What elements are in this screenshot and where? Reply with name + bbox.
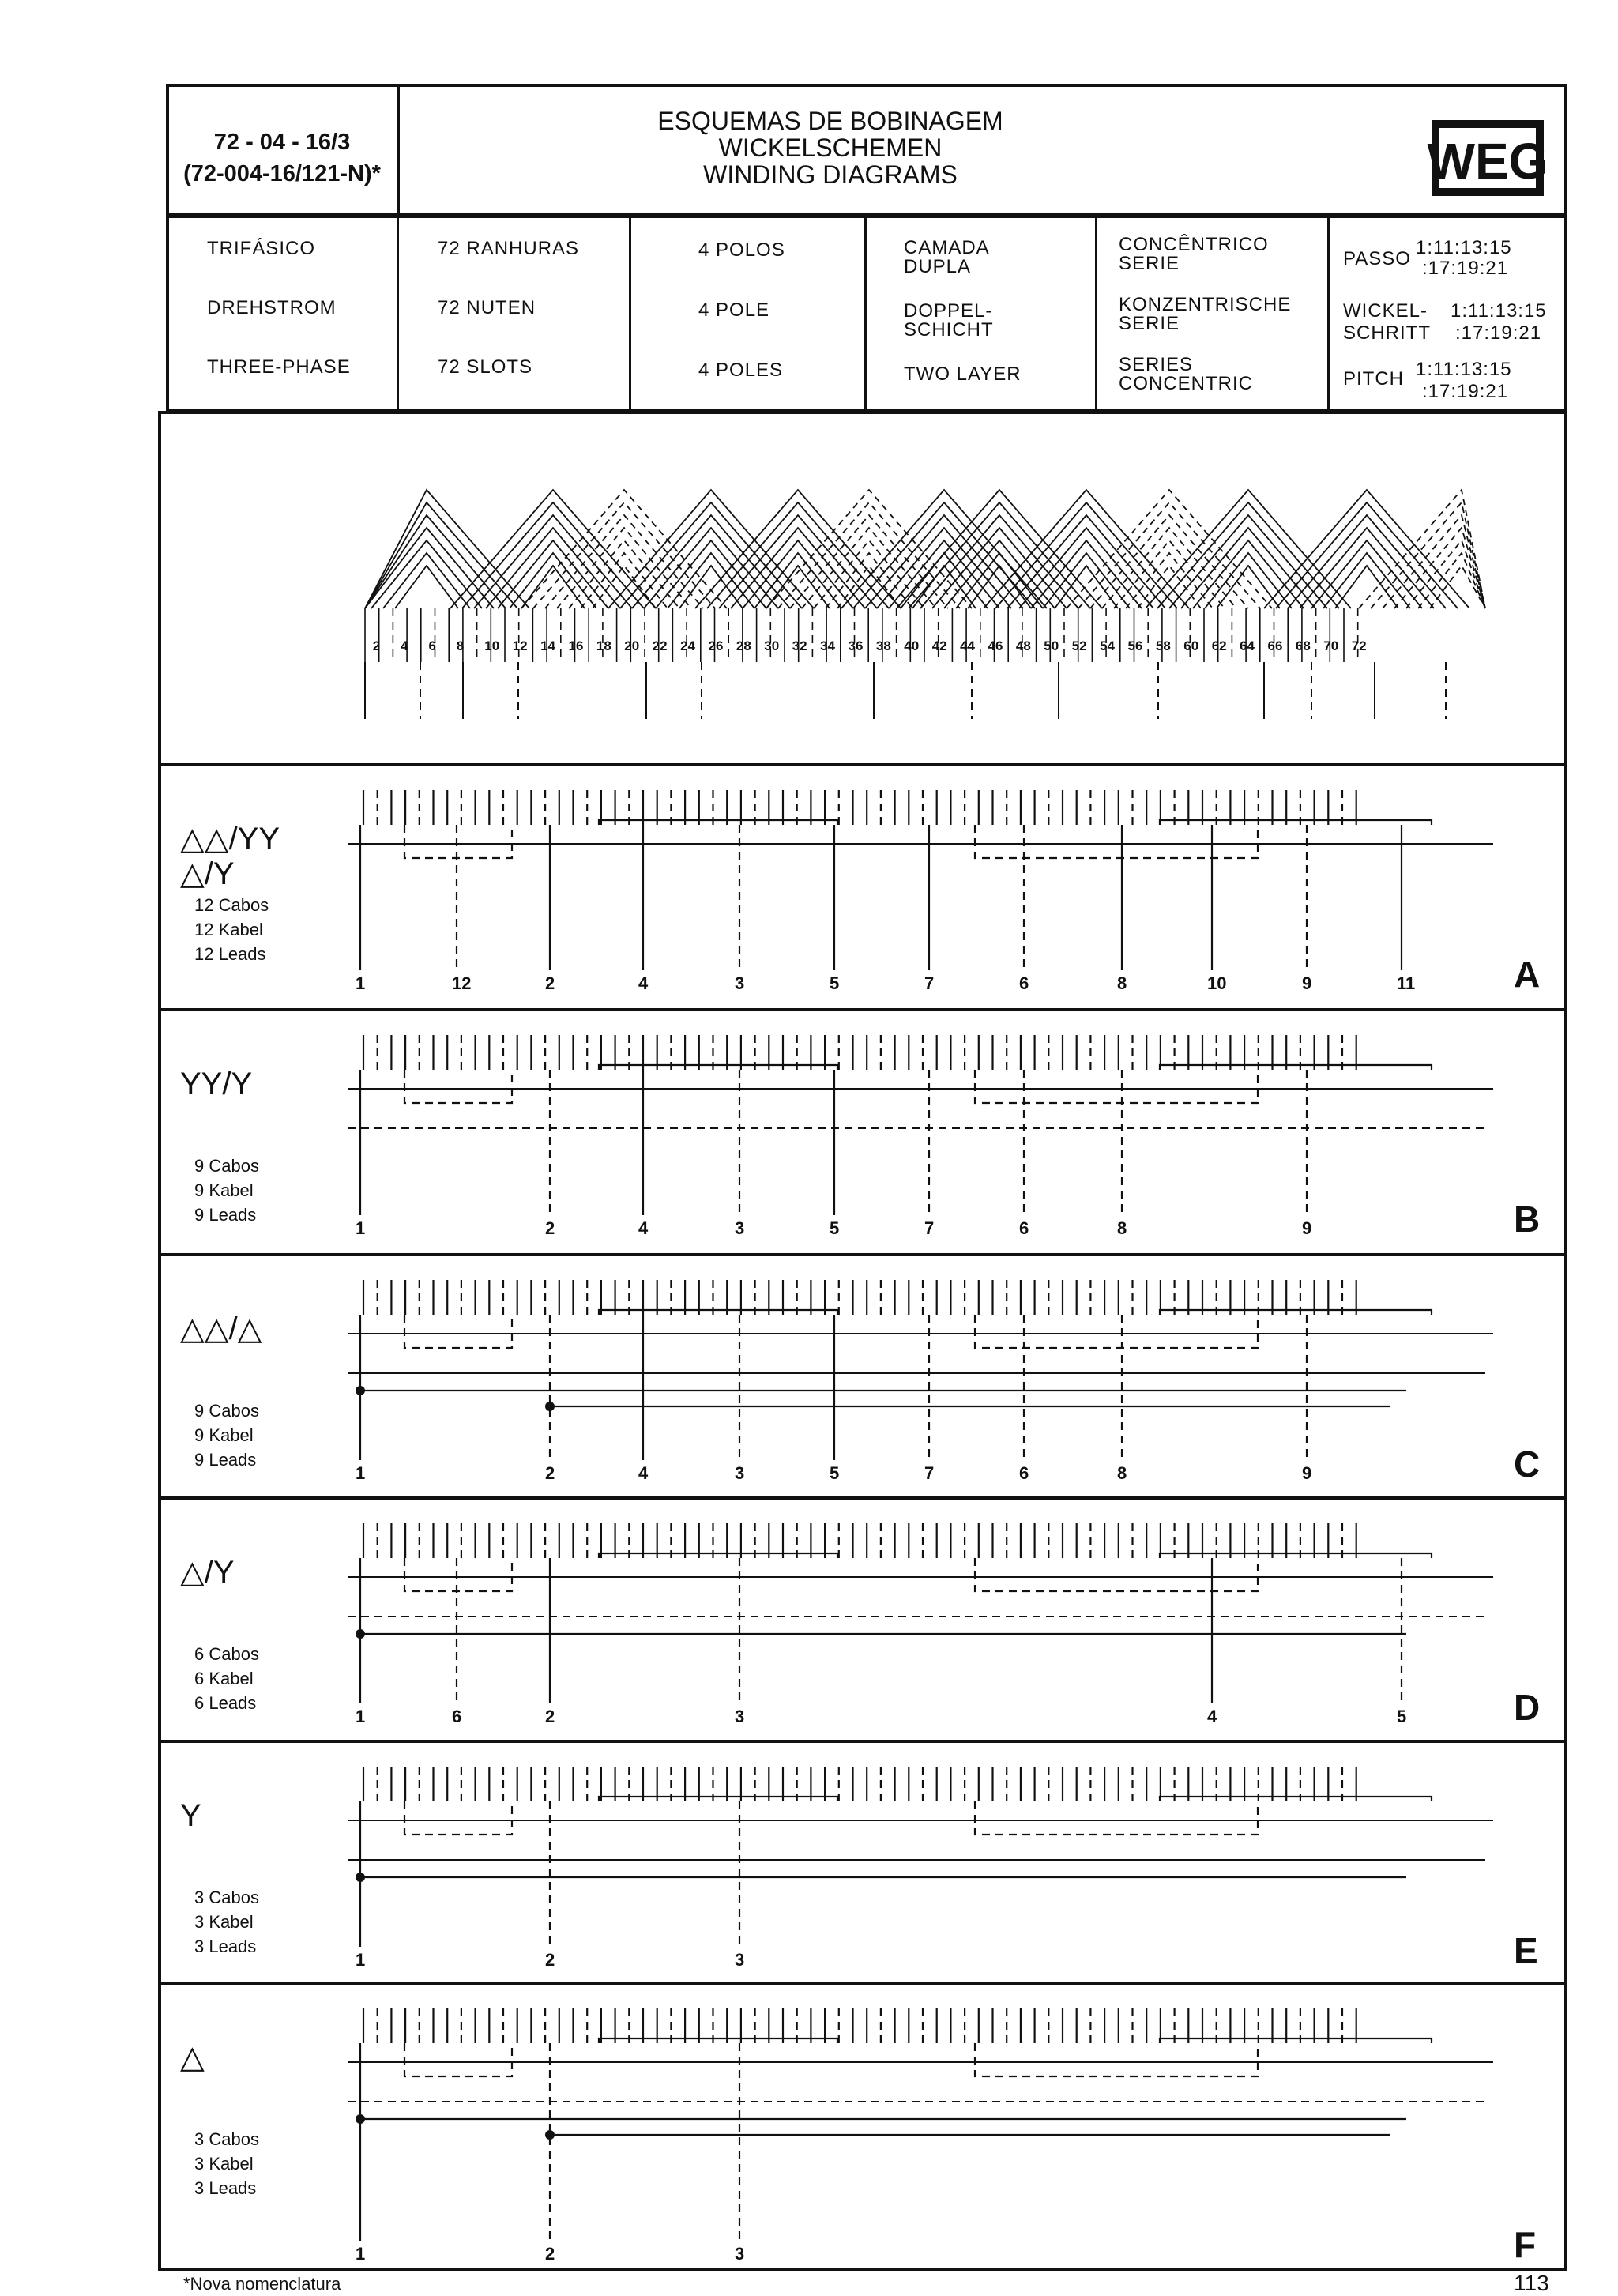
slot-number: 18 (596, 638, 611, 653)
spec-wickel-label-1: WICKEL- (1343, 300, 1428, 322)
spec-type-de-2: SERIE (1119, 313, 1180, 334)
cable-count-pt: 6 Cabos (194, 1644, 259, 1664)
cable-count-de: 9 Kabel (194, 1180, 254, 1200)
spec-layer-de-1: DOPPEL- (904, 300, 993, 322)
slot-number: 8 (456, 638, 465, 653)
slot-number: 36 (848, 638, 864, 653)
slot-number: 56 (1127, 638, 1143, 653)
slot-number: 62 (1211, 638, 1227, 653)
slot-number: 2 (372, 638, 381, 653)
connection-symbol: Y (180, 1798, 201, 1833)
group-connector (1160, 2038, 1432, 2043)
cable-count-en: 6 Leads (194, 1693, 257, 1713)
weg-logo-text: WEG (1427, 133, 1548, 190)
terminal-number: 2 (545, 1707, 555, 1726)
spec-slots-de: 72 NUTEN (438, 297, 536, 318)
terminal-number: 8 (1117, 973, 1127, 993)
diagram-code-line2: (72-004-16/121-N)* (183, 161, 381, 186)
slot-number: 42 (931, 638, 947, 653)
panel-letter: B (1514, 1199, 1541, 1240)
slot-number: 30 (764, 638, 780, 653)
spec-poles-pt: 4 POLOS (698, 239, 785, 261)
connection-symbol: △△/YY △/Y (180, 822, 280, 891)
slot-number: 28 (736, 638, 751, 653)
terminal-number: 6 (1019, 1463, 1029, 1483)
slot-number: 26 (708, 638, 724, 653)
group-connector (599, 1553, 837, 1558)
slot-number: 24 (680, 638, 696, 653)
terminal-number: 8 (1117, 1218, 1127, 1238)
slot-number: 14 (540, 638, 556, 653)
terminal-number: 3 (735, 2244, 745, 2264)
terminal-number: 9 (1302, 1463, 1312, 1483)
terminal-number: 4 (1207, 1707, 1217, 1726)
terminal-number: 6 (1019, 973, 1029, 993)
group-connector (404, 1070, 512, 1103)
spec-poles-de: 4 POLE (698, 299, 770, 321)
slot-number: 6 (428, 638, 436, 653)
panel-letter: C (1514, 1443, 1541, 1485)
spec-phase-de: DREHSTROM (207, 297, 337, 318)
group-connector (1160, 1310, 1432, 1315)
terminal-number: 3 (735, 1218, 745, 1238)
cable-count-de: 3 Kabel (194, 1912, 254, 1932)
slot-number: 20 (624, 638, 640, 653)
terminal-number: 5 (1397, 1707, 1407, 1726)
group-connector (1160, 820, 1432, 825)
terminal-number: 5 (830, 1218, 840, 1238)
slot-number: 10 (484, 638, 500, 653)
group-connector (404, 1315, 512, 1348)
terminal-number: 4 (638, 1218, 649, 1238)
spec-type-en-2: CONCENTRIC (1119, 373, 1253, 394)
connection-symbol: △/Y (180, 1555, 235, 1590)
panel-letter: E (1514, 1930, 1538, 1971)
cable-count-de: 3 Kabel (194, 2154, 254, 2174)
cable-count-en: 12 Leads (194, 944, 266, 964)
terminal-number: 9 (1302, 973, 1312, 993)
spec-slots-pt: 72 RANHURAS (438, 238, 580, 259)
spec-phase-pt: TRIFÁSICO (207, 238, 316, 259)
page-number: 113 (1514, 2271, 1549, 2295)
terminal-number: 2 (545, 1218, 555, 1238)
spec-type-en-1: SERIES (1119, 354, 1194, 375)
slot-number: 34 (820, 638, 836, 653)
diagram-code-line1: 72 - 04 - 16/3 (213, 130, 351, 155)
terminal-number: 8 (1117, 1463, 1127, 1483)
spec-wickel-label-2: SCHRITT (1343, 322, 1431, 344)
slot-number: 46 (988, 638, 1003, 653)
terminal-number: 1 (356, 1218, 366, 1238)
terminal-number: 5 (830, 1463, 840, 1483)
spec-wickel-1: 1:11:13:15 (1451, 300, 1547, 322)
slot-number: 58 (1155, 638, 1171, 653)
terminal-number: 11 (1397, 973, 1416, 993)
spec-layer-pt-1: CAMADA (904, 237, 990, 258)
group-connector (1160, 1065, 1432, 1070)
connection-symbol: △△/△ (180, 1312, 262, 1346)
slot-number: 16 (568, 638, 584, 653)
slot-number: 48 (1015, 638, 1031, 653)
terminal-number: 3 (735, 973, 745, 993)
group-connector (1160, 1553, 1432, 1558)
spec-passo-label: PASSO (1343, 248, 1411, 269)
group-connector (599, 820, 837, 825)
cable-count-de: 9 Kabel (194, 1425, 254, 1445)
group-connector (599, 2038, 837, 2043)
group-connector (599, 1065, 837, 1070)
terminal-number: 1 (356, 2244, 366, 2264)
group-connector (975, 2043, 1258, 2076)
slot-number: 72 (1351, 638, 1367, 653)
footer-note: *Nova nomenclatura (183, 2274, 341, 2294)
slot-number: 54 (1100, 638, 1116, 653)
terminal-number: 10 (1207, 973, 1227, 993)
slot-number: 38 (875, 638, 891, 653)
group-connector (404, 2043, 512, 2076)
group-connector (975, 1558, 1258, 1591)
spec-wickel-2: :17:19:21 (1455, 322, 1542, 344)
terminal-number: 2 (545, 1463, 555, 1483)
cable-count-pt: 9 Cabos (194, 1156, 259, 1176)
spec-pitch-label: PITCH (1343, 368, 1404, 390)
cable-count-en: 9 Leads (194, 1450, 257, 1470)
group-connector (404, 1801, 512, 1835)
group-connector (599, 1797, 837, 1801)
terminal-number: 1 (356, 1463, 366, 1483)
terminal-number: 1 (356, 973, 366, 993)
panel-letter: F (1514, 2224, 1537, 2265)
slot-number: 50 (1044, 638, 1059, 653)
terminal-number: 2 (545, 973, 555, 993)
cable-count-pt: 12 Cabos (194, 895, 269, 915)
terminal-number: 6 (1019, 1218, 1029, 1238)
cable-count-en: 3 Leads (194, 1937, 257, 1956)
terminal-number: 4 (638, 1463, 649, 1483)
terminal-number: 7 (924, 973, 935, 993)
cable-count-pt: 9 Cabos (194, 1401, 259, 1421)
slot-number: 22 (652, 638, 668, 653)
spec-pitch-2: :17:19:21 (1422, 381, 1509, 402)
cable-count-de: 12 Kabel (194, 920, 263, 939)
spec-layer-en: TWO LAYER (904, 363, 1022, 385)
terminal-number: 1 (356, 1950, 366, 1970)
slot-number: 44 (960, 638, 976, 653)
terminal-number: 7 (924, 1218, 935, 1238)
terminal-number: 2 (545, 2244, 555, 2264)
spec-phase-en: THREE-PHASE (207, 356, 351, 378)
slot-number: 70 (1323, 638, 1339, 653)
cable-count-en: 3 Leads (194, 2178, 257, 2198)
title-pt: ESQUEMAS DE BOBINAGEM (657, 107, 1003, 135)
cable-count-pt: 3 Cabos (194, 1888, 259, 1907)
panel-letter: D (1514, 1687, 1541, 1728)
spec-type-pt-2: SERIE (1119, 253, 1180, 274)
spec-passo-1: 1:11:13:15 (1416, 237, 1512, 258)
terminal-number: 12 (452, 973, 472, 993)
title-de: WICKELSCHEMEN (718, 134, 943, 162)
spec-slots-en: 72 SLOTS (438, 356, 533, 378)
terminal-number: 3 (735, 1707, 745, 1726)
slot-number: 4 (401, 638, 408, 653)
connection-symbol: △ (180, 2040, 205, 2075)
spec-pitch-1: 1:11:13:15 (1416, 359, 1512, 380)
terminal-number: 4 (638, 973, 649, 993)
spec-poles-en: 4 POLES (698, 359, 784, 381)
cable-count-pt: 3 Cabos (194, 2129, 259, 2149)
cable-count-en: 9 Leads (194, 1205, 257, 1225)
title-en: WINDING DIAGRAMS (703, 160, 958, 189)
group-connector (975, 1070, 1258, 1103)
group-connector (599, 1310, 837, 1315)
slot-number: 60 (1183, 638, 1199, 653)
group-connector (1160, 1797, 1432, 1801)
group-connector (975, 825, 1258, 858)
slot-number: 68 (1295, 638, 1311, 653)
terminal-number: 3 (735, 1950, 745, 1970)
spec-type-pt-1: CONCÊNTRICO (1119, 234, 1269, 255)
terminal-number: 9 (1302, 1218, 1312, 1238)
terminal-number: 3 (735, 1463, 745, 1483)
slot-number: 66 (1267, 638, 1283, 653)
terminal-number: 7 (924, 1463, 935, 1483)
slot-number: 32 (792, 638, 807, 653)
group-connector (404, 825, 512, 858)
spec-passo-2: :17:19:21 (1422, 258, 1509, 279)
spec-type-de-1: KONZENTRISCHE (1119, 294, 1292, 315)
terminal-number: 5 (830, 973, 840, 993)
terminal-number: 2 (545, 1950, 555, 1970)
terminal-number: 6 (452, 1707, 462, 1726)
spec-layer-de-2: SCHICHT (904, 319, 994, 341)
slot-number: 64 (1240, 638, 1255, 653)
slot-number: 12 (512, 638, 528, 653)
slot-number: 52 (1071, 638, 1087, 653)
connection-symbol: YY/Y (180, 1067, 253, 1101)
group-connector (975, 1315, 1258, 1348)
group-connector (404, 1558, 512, 1591)
panel-letter: A (1514, 954, 1541, 995)
terminal-number: 1 (356, 1707, 366, 1726)
slot-number: 40 (904, 638, 920, 653)
group-connector (975, 1801, 1258, 1835)
cable-count-de: 6 Kabel (194, 1669, 254, 1688)
spec-layer-pt-2: DUPLA (904, 256, 972, 277)
